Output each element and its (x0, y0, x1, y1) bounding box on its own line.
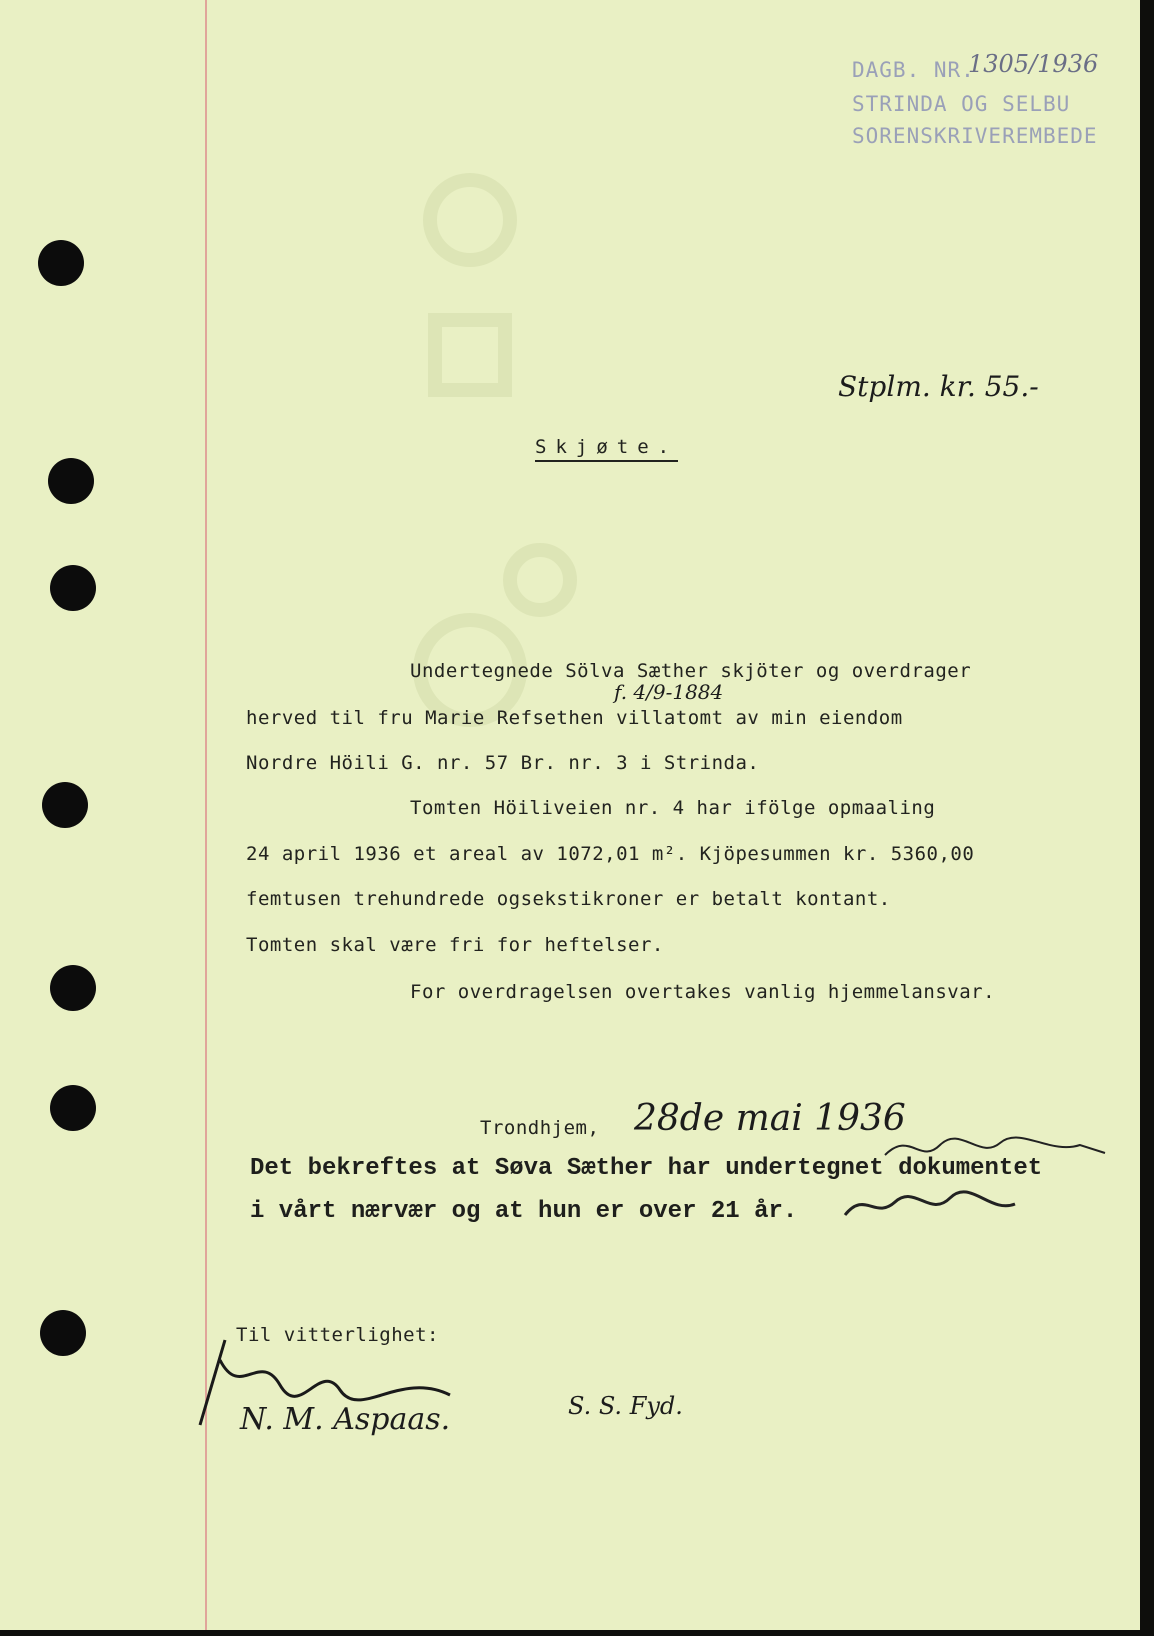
witness-initials: S. S. Fyd. (568, 1392, 683, 1420)
stamp-line-1-label: DAGB. NR. (852, 58, 975, 82)
punch-hole (42, 782, 88, 828)
birth-date-insert: f. 4/9-1884 (614, 680, 724, 704)
punch-hole (40, 1310, 86, 1356)
stamp-line-1-number: 1305/1936 (968, 50, 1099, 78)
confirmation-line-2: i vårt nærvær og at hun er over 21 år. (250, 1198, 798, 1225)
body-line: Tomten Höiliveien nr. 4 har ifölge opmaaling (410, 797, 936, 819)
witness-names: N. M. Aspaas. (240, 1402, 451, 1437)
body-line: Undertegnede Sölva Sæther skjöter og overdrager (410, 660, 972, 682)
punch-hole (50, 965, 96, 1011)
body-line: 24 april 1936 et areal av 1072,01 m². Kjöpesummen kr. 5360,00 (246, 843, 975, 865)
stamp-line-2: STRINDA OG SELBU (852, 92, 1071, 116)
punch-hole (38, 240, 84, 286)
watermark (380, 110, 710, 1010)
confirmation-line-1: Det bekreftes at Søva Sæther har undertegnet dokumentet (250, 1155, 1043, 1182)
punch-hole (50, 1085, 96, 1131)
punch-hole (50, 565, 96, 611)
date-handwritten: 28de mai 1936 (634, 1098, 906, 1139)
body-line: herved til fru Marie Refsethen villatomt av min eiendom (246, 707, 903, 729)
punch-hole (48, 458, 94, 504)
grantor-signature-2 (840, 1180, 1020, 1230)
body-line: For overdragelsen overtakes vanlig hjemmelansvar. (410, 981, 996, 1003)
stamp-duty-note: Stplm. kr. 55.- (838, 370, 1039, 403)
place: Trondhjem, (480, 1117, 600, 1139)
body-line: femtusen trehundrede ogsekstikroner er betalt kontant. (246, 888, 891, 910)
body-line: Nordre Höili G. nr. 57 Br. nr. 3 i Strinda. (246, 752, 760, 774)
stamp-line-3: SORENSKRIVEREMBEDE (852, 124, 1098, 148)
document-title: Skjøte. (535, 436, 678, 462)
body-line: Tomten skal være fri for heftelser. (246, 934, 664, 956)
witness-label: Til vitterlighet: (236, 1324, 439, 1346)
